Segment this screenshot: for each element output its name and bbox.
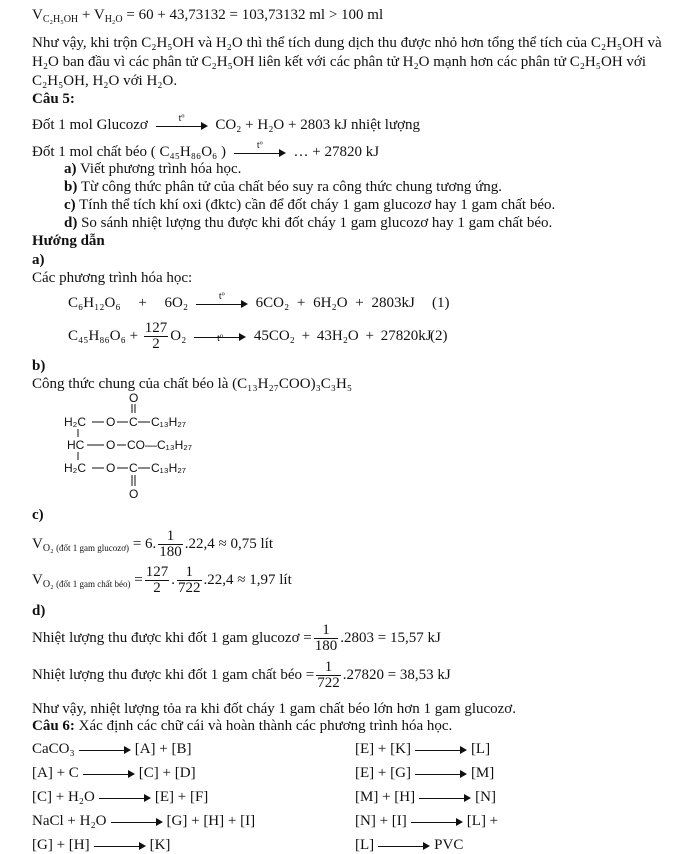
volume-equation [32,6,383,24]
struct-carbonyl-o: O [129,487,139,501]
reaction-lhs: [A] + C [32,765,79,781]
part-c-label: c) [32,507,44,523]
reaction-arrow [83,768,135,780]
heat-fat-result: .27820 = 38,53 kJ [342,667,451,683]
struct-carbonyl-o: O [129,392,139,405]
task-b [64,178,502,196]
eq1-number: (1) [432,295,450,311]
reaction-rhs: [A] + [B] [134,741,192,757]
volume-result: = 60 + 43,73132 = 103,73132 ml > 100 ml [122,7,384,23]
intro-para-line2: H₂O ban đầu vì các phân tử C₂H₅OH liên kết với các phân tử H₂O mạnh hơn các phân tử C₂H₅OH với [32,54,647,70]
arrow-label: tº [178,112,185,124]
arrow-label: tº [217,332,224,344]
fraction [316,660,341,691]
reaction-row [32,788,208,806]
vo2-fat-label: (đốt 1 gam chất béo) [56,579,131,589]
ethanol-subscript: C₂H₅OH [42,14,79,25]
fraction-denominator: 2 [153,580,161,597]
reaction-rhs: [L] + [466,813,499,829]
task-c [64,196,555,214]
fraction [158,529,183,560]
reaction-rhs: [M] [470,765,495,781]
reaction-lhs: [C] + H₂O [32,789,95,805]
task-text: So sánh nhiệt lượng thu được khi đốt cháy 1 gam glucozơ hay 1 gam chất béo. [77,215,553,231]
task-a [64,160,241,178]
fraction-numerator: 1 [177,565,202,581]
general-formula: Công thức chung của chất béo là (C₁₃H₂₇COO)₃C₃H₅ [32,376,353,392]
vo2-glucose-coef: = 6. [132,536,157,552]
water-subscript: H₂O [104,14,123,25]
reaction-arrow [156,112,208,132]
fraction-numerator: 127 [144,320,168,337]
reaction-arrow [111,816,163,828]
equations-intro: Các phương trình hóa học: [32,270,193,286]
intro-para-line3: C₂H₅OH, H₂O với H₂O. [32,73,178,89]
cau6-instruction: Xác định các chữ cái và hoàn thành các phương trình hóa học. [74,718,453,734]
vo2-subscript [43,579,131,590]
fraction [314,623,339,654]
fraction-numerator: 1 [158,529,183,545]
fat-rhs: … + 27820 kJ [293,144,380,160]
reaction-lhs: [G] + [H] [32,837,90,853]
struct-c: C [129,461,138,475]
reaction-rhs: [G] + [H] + [I] [166,813,256,829]
reaction-rhs: [K] [149,837,171,853]
v-symbol: V [32,7,43,23]
fraction-numerator: 1 [316,660,341,676]
part-a-label: a) [32,252,45,268]
reaction-arrow [196,290,248,310]
task-label: a) [64,161,77,177]
struct-c: C [129,415,138,429]
reaction-rhs: [E] + [F] [154,789,209,805]
reaction-rhs: [L] [470,741,491,757]
reaction-row [32,764,196,782]
fraction-denominator: 722 [317,675,340,692]
eq2-number: (2) [430,328,448,344]
cau5-heading: Câu 5: [32,91,75,107]
reaction-arrow [415,744,467,756]
task-text: Viết phương trình hóa học. [76,161,242,177]
fraction-denominator: 2 [152,336,160,353]
reaction-lhs: CaCO₃ [32,741,75,757]
vo2-fat: $V_{O_2 (đốt 1 gam chất béo)}$ = $\frac{127}{2}$ . $\frac{1}{722}$ .22,4 ≈ 1,97 lít [32,564,292,597]
vo2-glucose [32,526,273,562]
heat-glucose-text: Nhiệt lượng thu được khi đốt 1 gam glucozơ = [32,630,312,646]
eq2-rhs: 45CO₂ + 43H₂O + 27820kJ [253,328,432,344]
fraction-numerator: 1 [314,623,339,639]
fraction-denominator: 722 [178,580,201,597]
reaction-arrow [234,139,286,159]
reaction-arrow [99,792,151,804]
reaction-rhs: PVC [434,837,464,853]
equation-1 [68,290,415,312]
vo2-fat-result: .22,4 ≈ 1,97 lít [203,572,292,588]
heat-glucose-result: .2803 = 15,57 kJ [340,630,441,646]
struct-row1-left: H₂C [64,415,86,429]
reaction-row [32,812,255,830]
reaction-row [355,836,463,854]
reaction-arrow [79,744,131,756]
struct-row3-right: C₁₃H₂₇ [151,461,187,475]
fraction-denominator: 180 [159,544,182,561]
vo2-glucose-label: (đốt 1 gam glucozơ) [56,543,130,553]
reaction-arrow [415,768,467,780]
reaction-row [355,740,490,758]
o2-sub: O₂ [42,579,54,590]
arrow-label: tº [218,290,225,302]
eq2-fraction [144,321,169,352]
task-text: Tính thể tích khí oxi (đktc) cần để đốt cháy 1 gam glucozơ hay 1 gam chất béo. [75,197,556,213]
cau6-question [32,717,452,735]
o2-sub: O₂ [42,543,54,554]
struct-o: O [106,461,116,475]
fraction [145,565,170,596]
v-symbol: V [32,572,43,588]
equals: = [134,572,143,588]
reaction-row [355,788,496,806]
struct-o: O [106,438,116,452]
task-text: Từ công thức phân tử của chất béo suy ra công thức chung tương ứng. [77,179,503,195]
conclusion: Như vậy, nhiệt lượng tỏa ra khi đốt cháy 1 gam chất béo lớn hơn 1 gam glucozơ. [32,701,516,717]
arrow-label: tº [256,139,263,151]
reaction-lhs: [M] + [H] [355,789,416,805]
eq2-oxygen: O₂ [170,328,187,344]
part-d-label: d) [32,603,46,619]
reaction-rhs: [C] + [D] [138,765,196,781]
heat-fat-text: Nhiệt lượng thu được khi đốt 1 gam chất béo = [32,667,315,683]
part-b-label: b) [32,358,46,374]
reaction-rhs: [N] [475,789,496,805]
reaction-arrow [419,792,471,804]
fraction-denominator: 180 [314,638,338,655]
glucose-burn-line [32,112,421,134]
heat-glucose [32,620,441,656]
reaction-lhs: NaCl + H₂O [32,813,107,829]
struct-row3-left: H₂C [64,461,86,475]
glucose-rhs: CO₂ + H₂O + 2803 kJ nhiệt lượng [215,117,421,133]
eq1-lhs: C₆H₁₂O₆ + 6O₂ [68,295,189,311]
glucose-lhs: Đốt 1 mol Glucozơ [32,117,148,133]
vo2-subscript [43,543,129,554]
reaction-lhs: [E] + [G] [355,765,411,781]
reaction-row [355,764,494,782]
equation-2 [68,318,432,354]
reaction-arrow [411,816,463,828]
intro-para-line1: Như vậy, khi trộn C₂H₅OH và H₂O thì thể tích dung dịch thu được nhỏ hơn tổng thể tích của C₂H₅OH và [32,35,662,51]
eq2-lhs: C₄₅H₈₆O₆ + [68,328,139,344]
fat-lhs: Đốt 1 mol chất béo ( C₄₅H₈₆O₆ ) [32,144,227,160]
v-symbol: V [32,536,43,552]
fraction-numerator: 127 [145,564,169,581]
reaction-row [32,740,192,758]
task-label: c) [64,197,76,213]
fat-burn-line [32,139,380,161]
struct-row2-right: CO—C₁₃H₂₇ [127,438,193,452]
reaction-row [32,836,170,854]
struct-row1-right: C₁₃H₂₇ [151,415,187,429]
struct-o: O [106,415,116,429]
task-d [64,214,552,232]
fraction [177,565,202,596]
struct-row2-left: HC [67,438,85,452]
reaction-row [355,812,498,830]
plus-v: + V [78,7,105,23]
reaction-arrow [194,331,246,343]
heat-fat [32,657,451,693]
cau6-heading: Câu 6: [32,718,75,734]
task-label: d) [64,215,78,231]
reaction-lhs: [N] + [I] [355,813,407,829]
guide-heading: Hướng dẫn [32,233,105,249]
reaction-lhs: [E] + [K] [355,741,411,757]
reaction-lhs: [L] [355,837,375,853]
triglyceride-structure [60,392,220,502]
task-label: b) [64,179,78,195]
eq1-rhs: 6CO₂ + 6H₂O + 2803kJ [255,295,415,311]
vo2-glucose-result: .22,4 ≈ 0,75 lít [184,536,274,552]
